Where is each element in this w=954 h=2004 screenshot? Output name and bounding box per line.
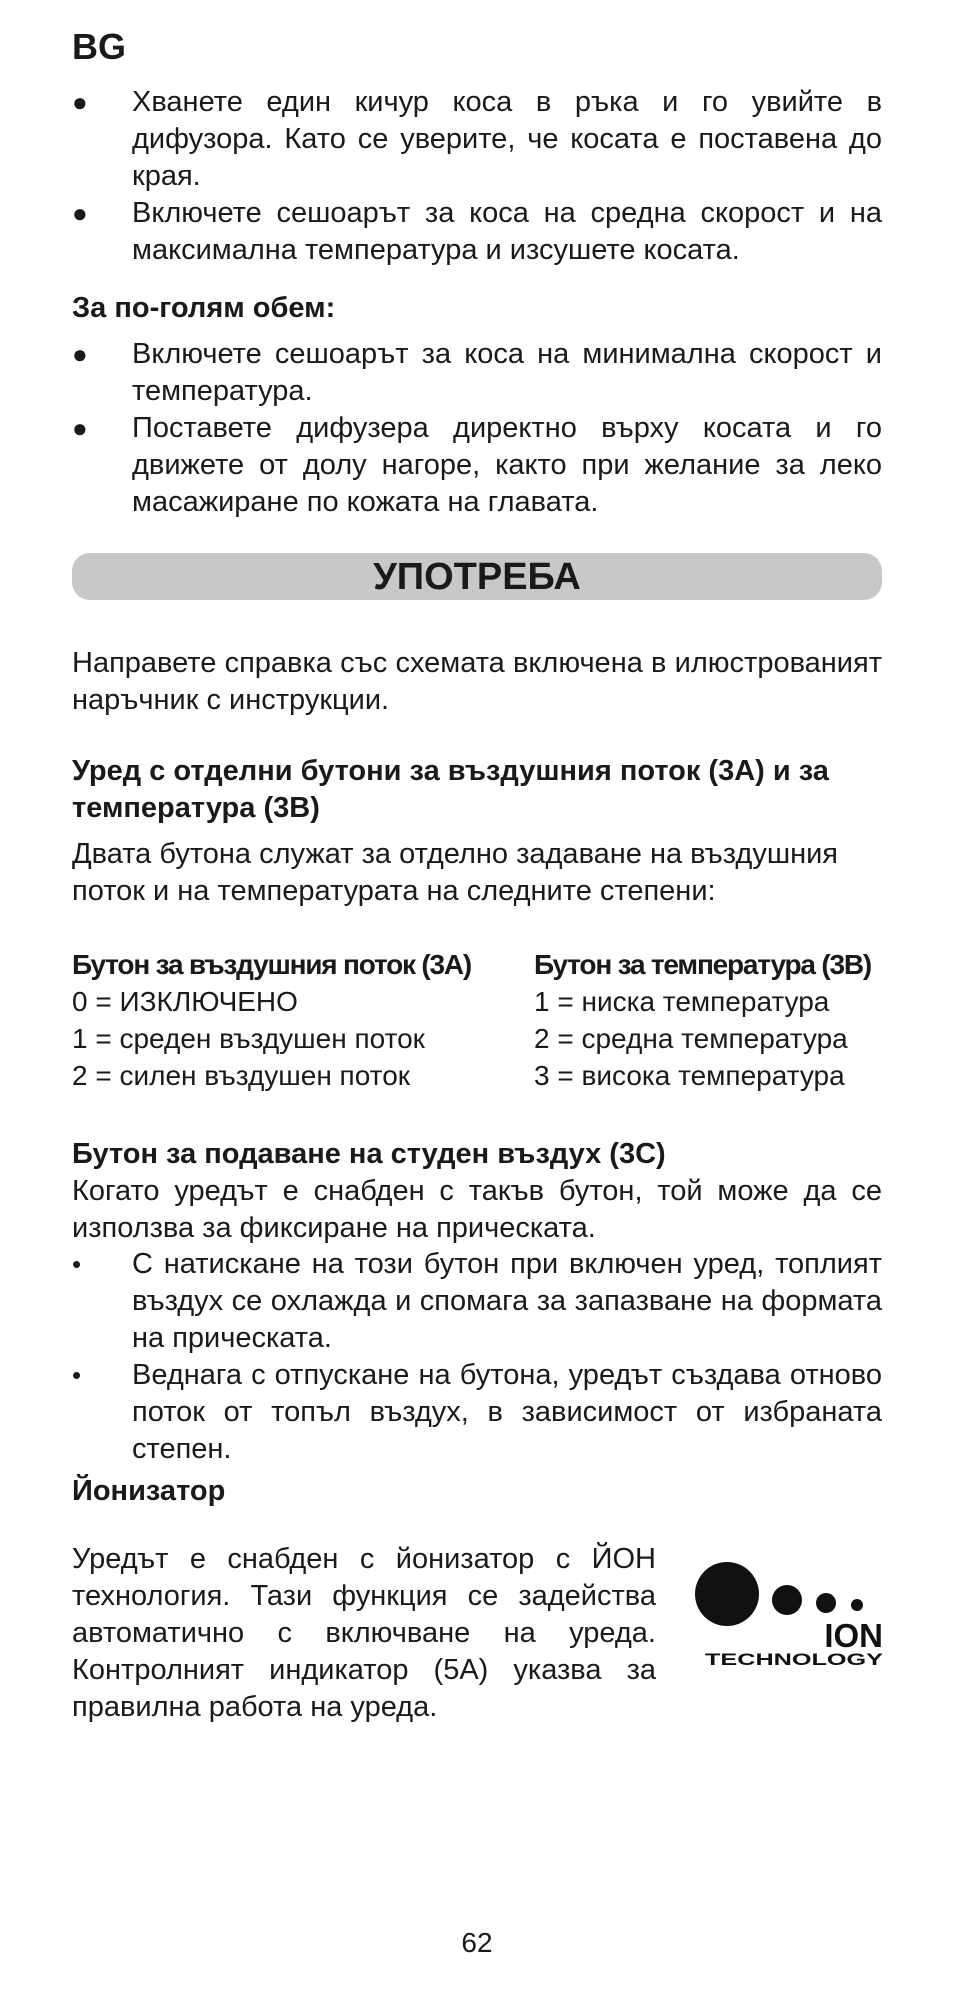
airflow-column bbox=[72, 946, 471, 1094]
volume-bullet-list bbox=[72, 336, 882, 521]
list-item: 1 = ниска температура bbox=[534, 986, 830, 1017]
list-item: ● Поставете дифузера директно върху косата и го движете от долу нагоре, както при желание за леко масажиране по кожата на главата. bbox=[72, 412, 882, 518]
ionizer-text: Уредът е снабден с йонизатор с ЙОН технология. Тази функция се задейства автоматично с включване на уреда. Контролният индикатор (5А) указва за правилна работа на уреда. bbox=[72, 1543, 656, 1723]
list-item: 1 = среден въздушен поток bbox=[72, 1023, 425, 1054]
usage-intro: Направете справка със схемата включена в илюстрованият наръчник с инструкции. bbox=[72, 647, 882, 716]
page-number: 62 bbox=[461, 1927, 493, 1958]
bullet-icon: ● bbox=[72, 87, 88, 117]
cold-shot-text: Когато уредът е снабден с такъв бутон, той може да се използва за фиксиране на прическата. bbox=[72, 1175, 882, 1244]
ion-technology-logo bbox=[695, 1556, 885, 1666]
temperature-heading: Бутон за температура (3В) bbox=[534, 949, 872, 980]
bullet-icon: ● bbox=[72, 198, 88, 228]
separate-buttons-heading: Уред с отделни бутони за въздушния поток (3А) и за температура (3В) bbox=[72, 755, 829, 824]
list-item: 0 = ИЗКЛЮЧЕНО bbox=[72, 986, 298, 1017]
list-item: ● Включете сешоарът за коса на средна скорост и на максимална температура и изсушете косата. bbox=[72, 197, 882, 266]
section-banner: УПОТРЕБА bbox=[72, 553, 882, 600]
language-code: BG bbox=[72, 26, 126, 67]
list-item: ● Включете сешоарът за коса на минимална скорост и температура. bbox=[72, 338, 882, 407]
cold-shot-heading: Бутон за подаване на студен въздух (3С) bbox=[72, 1138, 666, 1170]
intro-bullet-list bbox=[72, 84, 882, 269]
list-item: 2 = силен въздушен поток bbox=[72, 1060, 411, 1091]
bullet-icon: • bbox=[72, 1360, 82, 1390]
airflow-heading: Бутон за въздушния поток (3А) bbox=[72, 949, 472, 980]
ionizer-heading: Йонизатор bbox=[72, 1475, 226, 1507]
svg-text:TECHNOLOGY: TECHNOLOGY bbox=[705, 1650, 884, 1666]
list-item: 3 = висока температура bbox=[534, 1060, 845, 1091]
separate-buttons-text: Двата бутона служат за отделно задаване на въздушния поток и на температурата на следните степени: bbox=[72, 838, 839, 907]
list-item: ● Хванете един кичур коса в ръка и го увийте в дифузора. Като се уверите, че косата е поставена до края. bbox=[72, 86, 882, 192]
list-item: • Веднага с отпускане на бутона, уредът създава отново поток от топъл въздух, в зависимост от избраната степен. bbox=[72, 1359, 882, 1465]
list-item: • С натискане на този бутон при включен уред, топлият въздух се охлажда и спомага за запазване на формата на прическата. bbox=[72, 1248, 882, 1354]
svg-text:ION: ION bbox=[824, 1617, 883, 1654]
bullet-icon: ● bbox=[72, 413, 88, 443]
list-item: 2 = средна температура bbox=[534, 1023, 848, 1054]
volume-heading: За по-голям обем: bbox=[72, 292, 336, 324]
temperature-column bbox=[534, 946, 871, 1094]
bullet-icon: ● bbox=[72, 339, 88, 369]
bullet-icon: • bbox=[72, 1249, 82, 1279]
cold-shot-bullet-list bbox=[72, 1246, 882, 1468]
